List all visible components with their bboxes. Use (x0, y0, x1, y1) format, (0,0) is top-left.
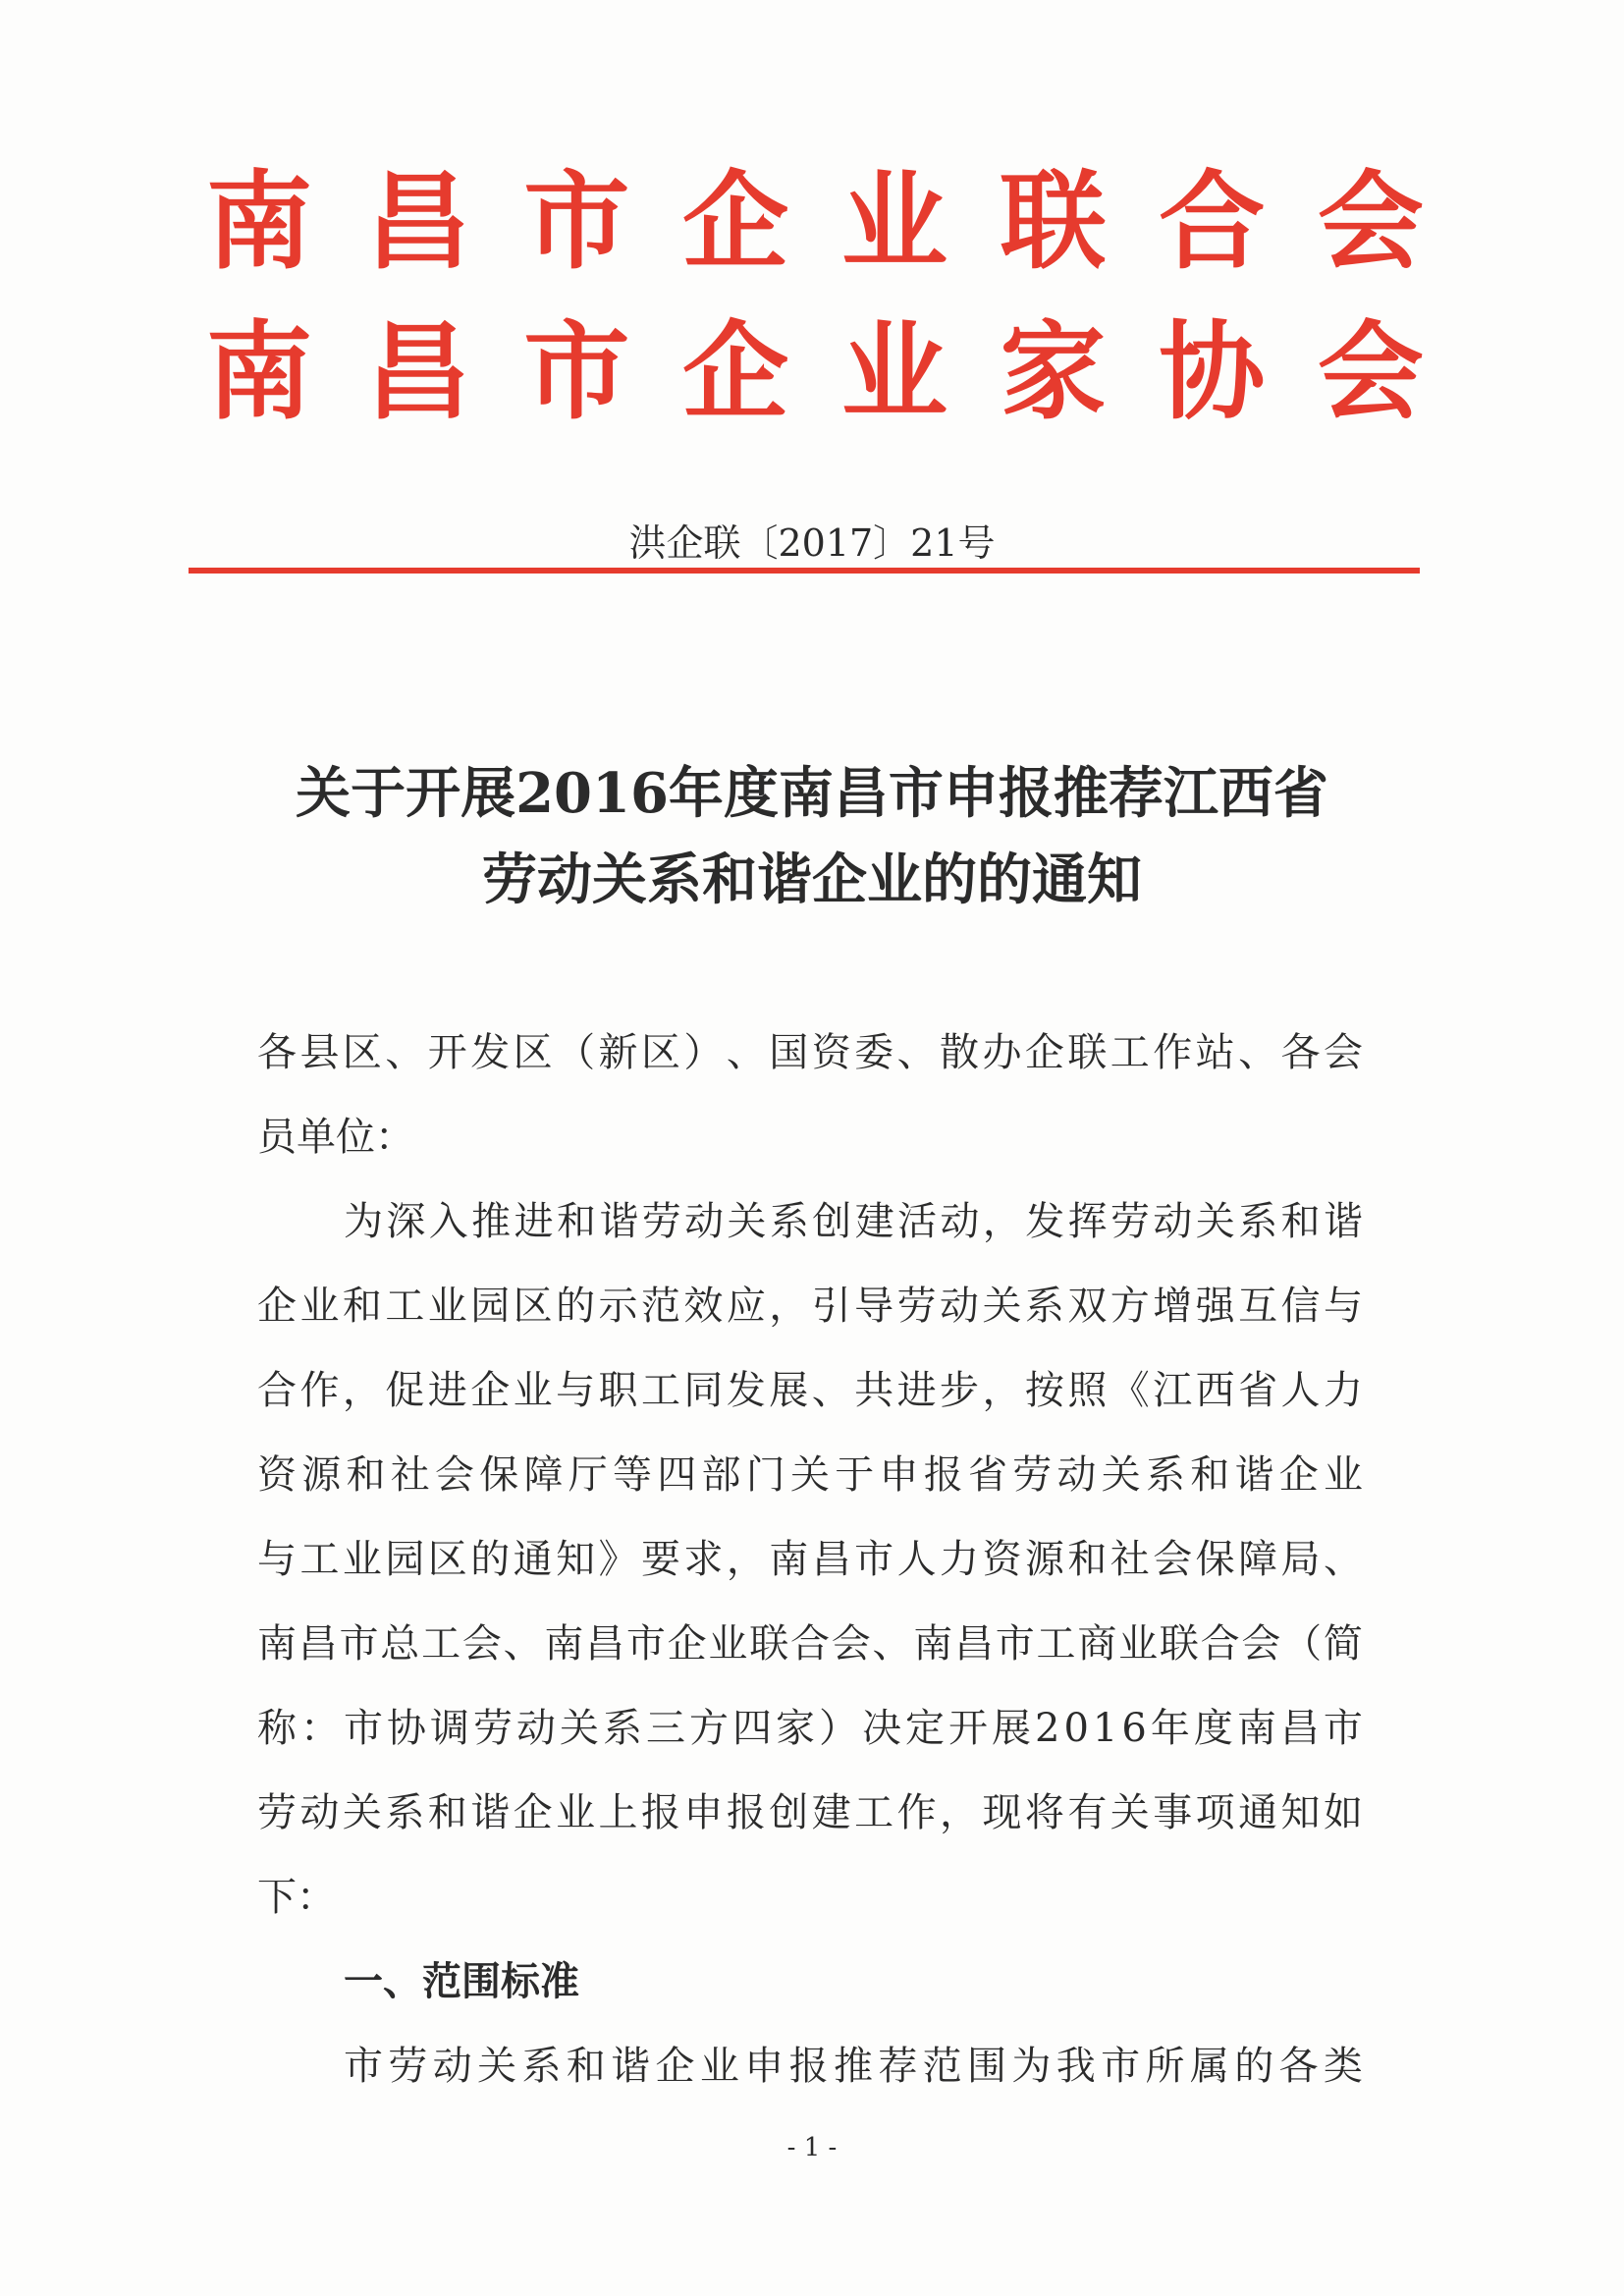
body-line: 称 ： 市 协 调 劳 动 关 系 三 方 四 家 ） 决 定 开 展 2 0 1 6 年 度 南 昌 市 (257, 1706, 1363, 1751)
body-line: 合 作 ， 促 进 企 业 与 职 工 同 发 展 、 共 进 步 ， 按 照 《 江 西 省 人 力 (257, 1368, 1363, 1413)
body-line: 下： (257, 1875, 336, 1920)
issuer-name-2-char: 家 (1000, 310, 1107, 434)
addressee-line-2: 员单位： (257, 1115, 414, 1160)
issuer-name-2-char: 市 (523, 310, 630, 434)
issuer-name-1-char: 企 (682, 160, 789, 284)
body-line: 为 深 入 推 进 和 谐 劳 动 关 系 创 建 活 动 ， 发 挥 劳 动 关 系 和 谐 (344, 1199, 1363, 1244)
body-line: 与 工 业 园 区 的 通 知 》 要 求 ， 南 昌 市 人 力 资 源 和 社 会 保 障 局 、 (257, 1537, 1363, 1582)
body-line: 南 昌 市 总 工 会 、 南 昌 市 企 业 联 合 会 、 南 昌 市 工 商 业 联 合 会 （ 简 (257, 1621, 1363, 1667)
issuer-name-2-char: 业 (840, 310, 947, 434)
issuer-name-1-char: 昌 (364, 160, 471, 284)
body-line: 企 业 和 工 业 园 区 的 示 范 效 应 ， 引 导 劳 动 关 系 双 方 增 强 互 信 与 (257, 1284, 1363, 1329)
issuer-name-1-char: 联 (1000, 160, 1107, 284)
page-number: - 1 - (786, 2133, 838, 2162)
section-heading: 一、范围标准 (344, 1958, 579, 2004)
issuer-name-2-char: 南 (206, 310, 313, 434)
issuer-name-2 (206, 310, 1424, 434)
body-line: 劳 动 关 系 和 谐 企 业 上 报 申 报 创 建 工 作 ， 现 将 有 关 事 项 通 知 如 (257, 1790, 1363, 1835)
document-title-line-2: 劳动关系和谐企业的的通知 (482, 847, 1142, 912)
addressee-line-1: 各 县 区 、 开 发 区 （ 新 区 ） 、 国 资 委 、 散 办 企 联 工 作 站 、 各 会 (257, 1030, 1363, 1075)
issuer-name-2-char: 会 (1317, 310, 1424, 434)
document-number: 洪企联〔2017〕21号 (628, 521, 996, 565)
issuer-name-1-char: 南 (206, 160, 313, 284)
issuer-name-1-char: 业 (840, 160, 947, 284)
document-title-line-1: 关于开展2016年度南昌市申报推荐江西省 (296, 761, 1328, 826)
issuer-name-2-char: 企 (682, 310, 789, 434)
issuer-name-2-char: 协 (1159, 310, 1266, 434)
issuer-name-1 (206, 160, 1424, 284)
issuer-name-1-char: 市 (523, 160, 630, 284)
issuer-name-1-char: 会 (1317, 160, 1424, 284)
section-body-line: 市 劳 动 关 系 和 谐 企 业 申 报 推 荐 范 围 为 我 市 所 属 的 各 类 (344, 2044, 1363, 2089)
issuer-name-2-char: 昌 (364, 310, 471, 434)
body-line: 资 源 和 社 会 保 障 厅 等 四 部 门 关 于 申 报 省 劳 动 关 系 和 谐 企 业 (257, 1452, 1363, 1498)
issuer-name-1-char: 合 (1159, 160, 1266, 284)
header-divider (189, 568, 1420, 574)
